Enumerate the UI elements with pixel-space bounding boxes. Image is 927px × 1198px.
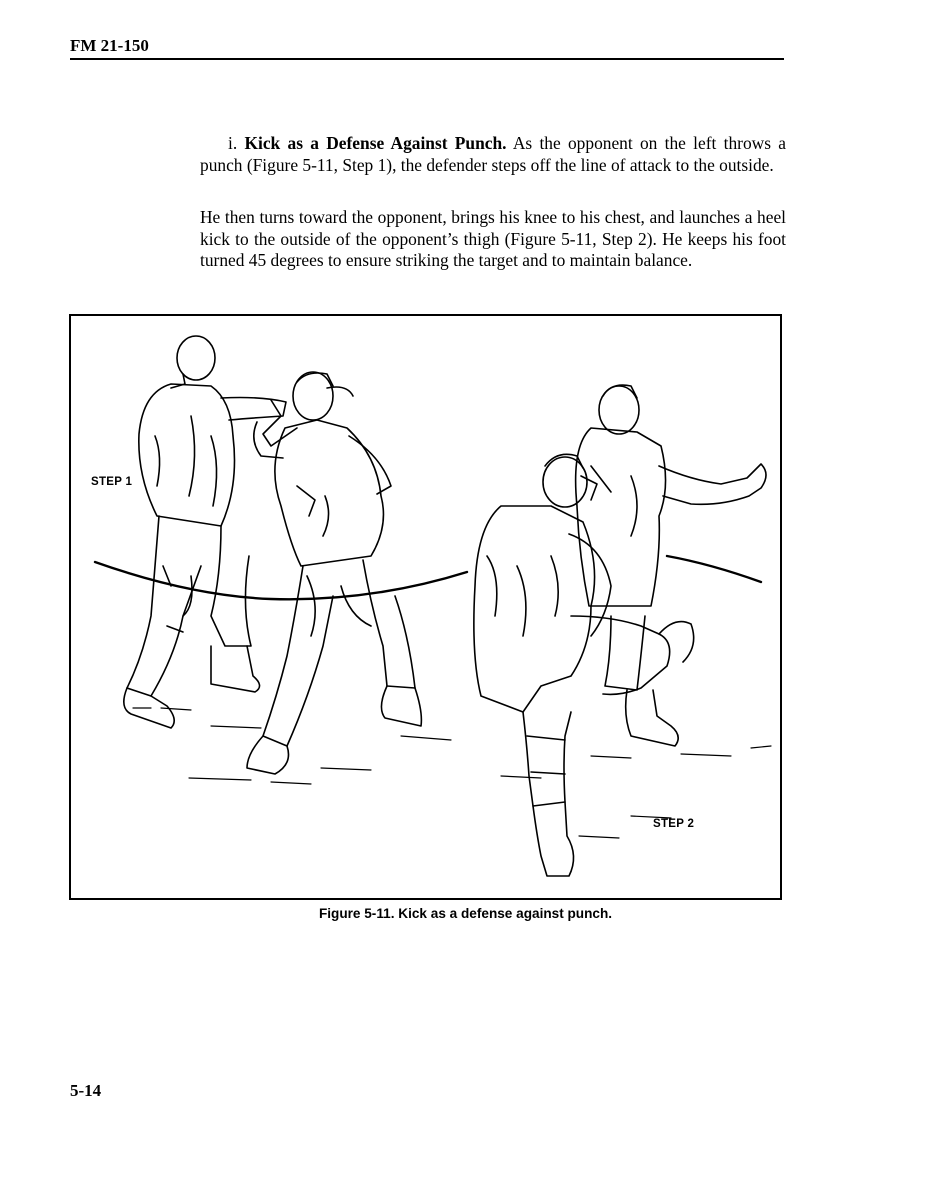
paragraph-2: He then turns toward the opponent, brings his knee to his chest, and launches a heel kick to the outside of the opponent’s thigh (Figure 5-11, Step 2). He keeps his foot turned 45 degrees to ensure striking the target and to maintain balance.: [200, 207, 786, 270]
step1-label: STEP 1: [91, 476, 133, 488]
figure-illustration: [71, 316, 780, 898]
item-title: Kick as a Defense Against Punch.: [244, 133, 507, 153]
paragraph-1-text: As the opponent on the left throws a punch (Figure 5-11, Step 1), the defender steps off the line of attack to the outside.: [200, 133, 786, 175]
step2-defender-figure: [474, 454, 694, 876]
step1-defender-figure: [247, 372, 421, 774]
figure-5-11: [69, 314, 782, 900]
paragraph-1: [200, 133, 786, 176]
figure-caption: Figure 5-11. Kick as a defense against punch.: [318, 906, 613, 921]
ground-strokes-step1: [133, 708, 451, 784]
page-number: 5-14: [70, 1081, 102, 1100]
item-marker: i.: [228, 133, 238, 153]
line-of-attack-arc: [95, 562, 467, 599]
step1-attacker-figure: [124, 336, 286, 728]
step2-label: STEP 2: [653, 818, 695, 830]
header-rule: [70, 58, 784, 60]
line-of-attack-arc-right: [667, 556, 761, 582]
ground-strokes-step2: [501, 746, 771, 838]
running-header: FM 21-150: [70, 36, 149, 55]
